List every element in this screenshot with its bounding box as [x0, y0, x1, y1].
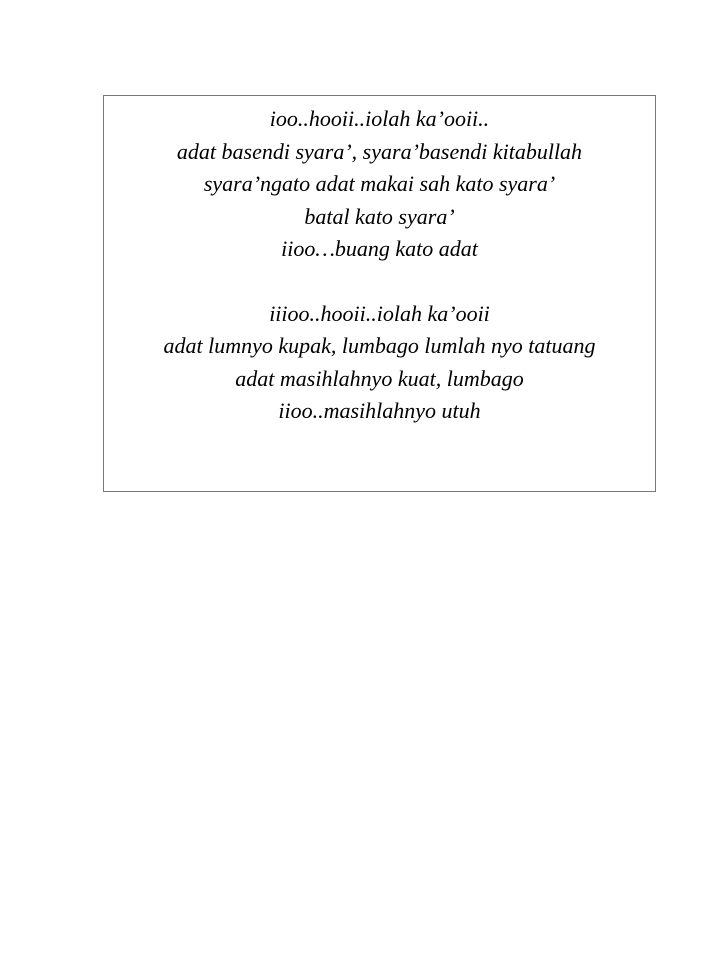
- poem-line: syara’ngato adat makai sah kato syara’: [203, 171, 556, 196]
- poem-line: iioo…buang kato adat: [281, 236, 478, 261]
- stanza-2: [104, 298, 655, 428]
- poem-line: adat lumnyo kupak, lumbago lumlah nyo tatuang: [163, 333, 596, 358]
- poem-line: adat basendi syara’, syara’basendi kitabullah: [176, 138, 583, 164]
- poem-line: iiioo..hooii..iolah ka’ooii: [269, 300, 490, 326]
- poem-line: adat masihlahnyo kuat, lumbago: [235, 365, 524, 391]
- poem-line: batal kato syara’: [304, 203, 455, 229]
- poem-line: ioo..hooii..iolah ka’ooii..: [269, 106, 490, 131]
- stanza-1: [104, 103, 655, 266]
- poem-text-box: [103, 95, 656, 492]
- poem-line: iioo..masihlahnyo utuh: [278, 398, 481, 423]
